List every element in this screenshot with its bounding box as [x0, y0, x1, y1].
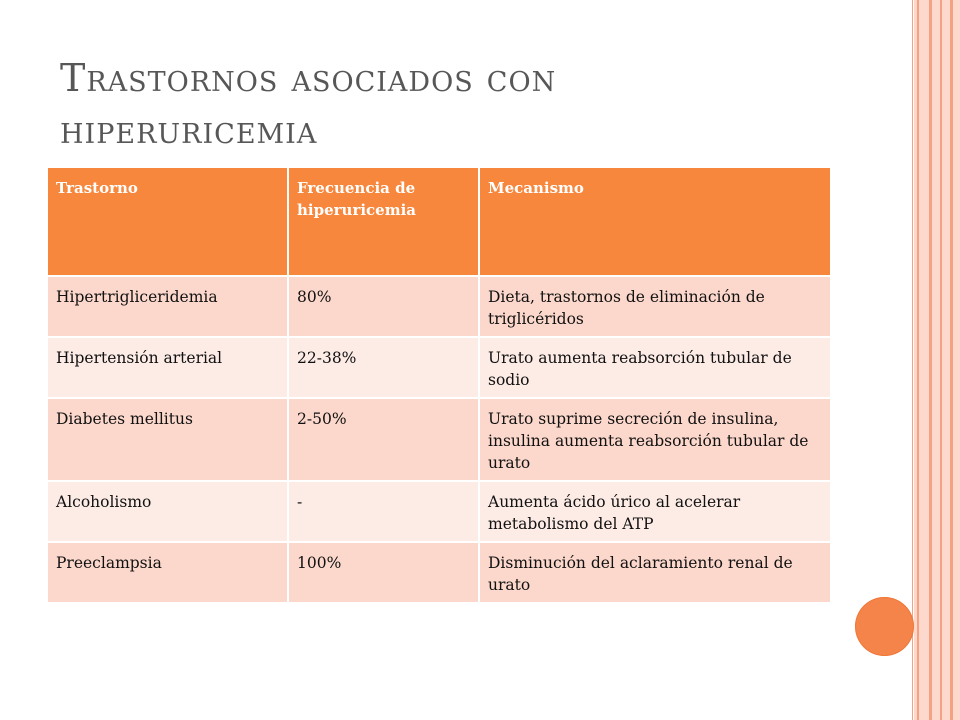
header-frecuencia: Frecuencia de hiperuricemia: [288, 168, 479, 276]
border-stripe: [912, 0, 913, 720]
border-stripe: [940, 0, 942, 720]
cell-frecuencia: 22-38%: [288, 337, 479, 398]
header-mecanismo: Mecanismo: [479, 168, 831, 276]
table-row: [48, 276, 831, 337]
border-stripe: [917, 0, 919, 720]
header-trastorno: Trastorno: [48, 168, 288, 276]
cell-frecuencia: 100%: [288, 542, 479, 603]
cell-frecuencia: 2-50%: [288, 398, 479, 481]
table-row: [48, 481, 831, 542]
cell-trastorno: Hipertrigliceridemia: [48, 276, 288, 337]
cell-frecuencia: -: [288, 481, 479, 542]
cell-trastorno: Diabetes mellitus: [48, 398, 288, 481]
slide-title: [60, 52, 880, 156]
cell-mecanismo: Aumenta ácido úrico al acelerar metabolismo del ATP: [479, 481, 831, 542]
cell-frecuencia: 80%: [288, 276, 479, 337]
border-stripe: [929, 0, 932, 720]
table-row: [48, 337, 831, 398]
slide-title-line2: hiperuricemia: [60, 108, 318, 152]
decorative-side-border: [914, 0, 960, 720]
table-row: [48, 398, 831, 481]
cell-mecanismo: Urato aumenta reabsorción tubular de sodio: [479, 337, 831, 398]
cell-trastorno: Hipertensión arterial: [48, 337, 288, 398]
decorative-circle: [855, 597, 914, 656]
cell-mecanismo: Disminución del aclaramiento renal de urato: [479, 542, 831, 603]
table-header-row: [48, 168, 831, 276]
cell-mecanismo: Dieta, trastornos de eliminación de triglicéridos: [479, 276, 831, 337]
table-row: [48, 542, 831, 603]
slide-title-line1: Trastornos asociados con: [60, 56, 557, 100]
cell-mecanismo: Urato suprime secreción de insulina, insulina aumenta reabsorción tubular de urato: [479, 398, 831, 481]
cell-trastorno: Alcoholismo: [48, 481, 288, 542]
cell-trastorno: Preeclampsia: [48, 542, 288, 603]
hyperuricemia-table: [48, 168, 832, 604]
border-stripe: [950, 0, 953, 720]
